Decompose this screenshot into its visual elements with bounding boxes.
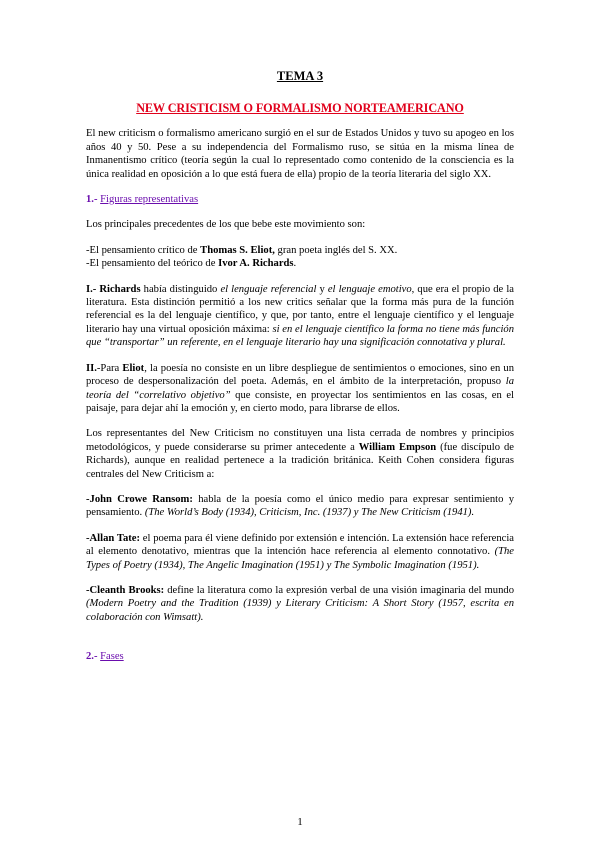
precedente-text: -El pensamiento del teórico de bbox=[86, 258, 219, 270]
figura-works: (Modern Poetry and the Tradition (1939) y Literary Criticism: A Short Story (1957, escrita en colaboración con Wimsatt). bbox=[86, 598, 514, 623]
representantes-text: (fue discípulo de Richards), aunque en realidad pertenece a la tradición británica. Keith Cohen considera figuras centrales del New Criticism a: bbox=[86, 441, 514, 480]
eliot-term: la teoría del “correlativo objetivo” bbox=[86, 376, 514, 401]
eliot-paragraph bbox=[86, 362, 514, 416]
richards-term: el lenguaje referencial bbox=[220, 283, 317, 295]
main-title: NEW CRISTICISM O FORMALISMO NORTEAMERICANO bbox=[136, 101, 464, 115]
section-1-number: 1.- bbox=[86, 194, 98, 206]
figura-works: (The Types of Poetry (1934), The Angelic Imagination (1951) y The Symbolic Imagination (1951). bbox=[86, 546, 514, 571]
eliot-label: II. bbox=[86, 362, 97, 374]
figura-text: el poema para él viene definido por extensión e intención. La extensión hace referencia al elemento denotativo, mientras que la intención hace referencia al elemento connotativo. bbox=[86, 532, 514, 558]
eliot-text: que consiste, en proyectar los sentimientos en las cosas, en el paisaje, para dejar ahí la emoción y, en cierto modo, para librarse de ellos. bbox=[86, 389, 515, 414]
richards-paragraph bbox=[86, 283, 514, 350]
page-content bbox=[86, 70, 514, 664]
figura-text: habla de la poesía como el único medio para expresar sentimiento y pensamiento. bbox=[86, 493, 515, 519]
precedentes-intro: Los principales precedentes de los que bebe este movimiento son: bbox=[86, 219, 366, 231]
richards-text: había distinguido bbox=[140, 283, 221, 295]
representantes-text: Los representantes del New Criticism no constituyen una lista cerrada de nombres y principios metodológicos, y puede considerarse su primer antecedente a bbox=[86, 428, 514, 453]
figura-tate bbox=[86, 532, 514, 572]
precedente-eliot bbox=[86, 244, 514, 257]
eliot-text: -Para bbox=[96, 362, 123, 374]
tema-heading: TEMA 3 bbox=[276, 69, 324, 83]
figura-name: -John Crowe Ransom: bbox=[86, 493, 193, 505]
precedente-name: Thomas S. Eliot, bbox=[200, 244, 275, 256]
precedente-text: . bbox=[293, 258, 297, 270]
section-1-title[interactable]: Figuras representativas bbox=[100, 194, 199, 206]
representantes-paragraph bbox=[86, 427, 514, 481]
richards-label: I.- Richards bbox=[86, 283, 141, 295]
precedente-name: Ivor A. Richards bbox=[218, 258, 294, 270]
representantes-name: William Empson bbox=[358, 441, 437, 453]
section-2-heading bbox=[86, 650, 514, 663]
section-1-heading bbox=[86, 193, 514, 206]
richards-text: , que era el propio de la literatura. Esta distinción permitió a los new critics señalar que la forma más pura de la función referencial es la del lenguaje científico, y que, por tanto, entre el lenguaje científico y el lenguaje literario hay una virtual oposición máxima: bbox=[86, 283, 514, 335]
section-2-title[interactable]: Fases bbox=[100, 651, 124, 663]
precedente-richards bbox=[86, 257, 514, 270]
precedente-text: -El pensamiento crítico de bbox=[86, 244, 201, 256]
figura-works: (The World’s Body (1934), Criticism, Inc. (1937) y The New Criticism (1941). bbox=[144, 507, 475, 519]
richards-quote: si en el lenguaje científico la forma no tiene más función que “transportar” un referente, en el lenguaje literario hay una significación connotativa y plural. bbox=[86, 323, 514, 349]
figura-text: define la literatura como la expresión verbal de una visión imaginaria del mundo bbox=[164, 584, 514, 596]
intro-paragraph: El new criticism o formalismo americano surgió en el sur de Estados Unidos y tuvo su apogeo en los años 40 y 50. Pese a su independencia del Formalismo ruso, se sitúa en la misma línea de Inmanentismo crítico (teoría según la cual lo representado como contenido de la consciencia es la única realidad en oposición a lo que está fuera de ella) propio de la teoría literaria del siglo XX. bbox=[86, 128, 514, 180]
section-2-number: 2.- bbox=[86, 651, 98, 663]
precedente-text: gran poeta inglés del S. XX. bbox=[274, 244, 398, 256]
figura-name: -Cleanth Brooks: bbox=[86, 584, 165, 596]
figura-ransom bbox=[86, 493, 514, 520]
figura-brooks bbox=[86, 584, 514, 624]
figura-name: -Allan Tate: bbox=[86, 532, 140, 544]
richards-text: y bbox=[316, 283, 328, 295]
richards-term: el lenguaje emotivo bbox=[327, 283, 412, 295]
eliot-text: , la poesía no consiste en un libre despliegue de sentimientos o emociones, sino en un proceso de despersonalización del poeta. Además, en el ámbito de la interpretación, propuso bbox=[86, 362, 515, 388]
page-number: 1 bbox=[297, 816, 303, 828]
eliot-name: Eliot bbox=[122, 362, 145, 374]
